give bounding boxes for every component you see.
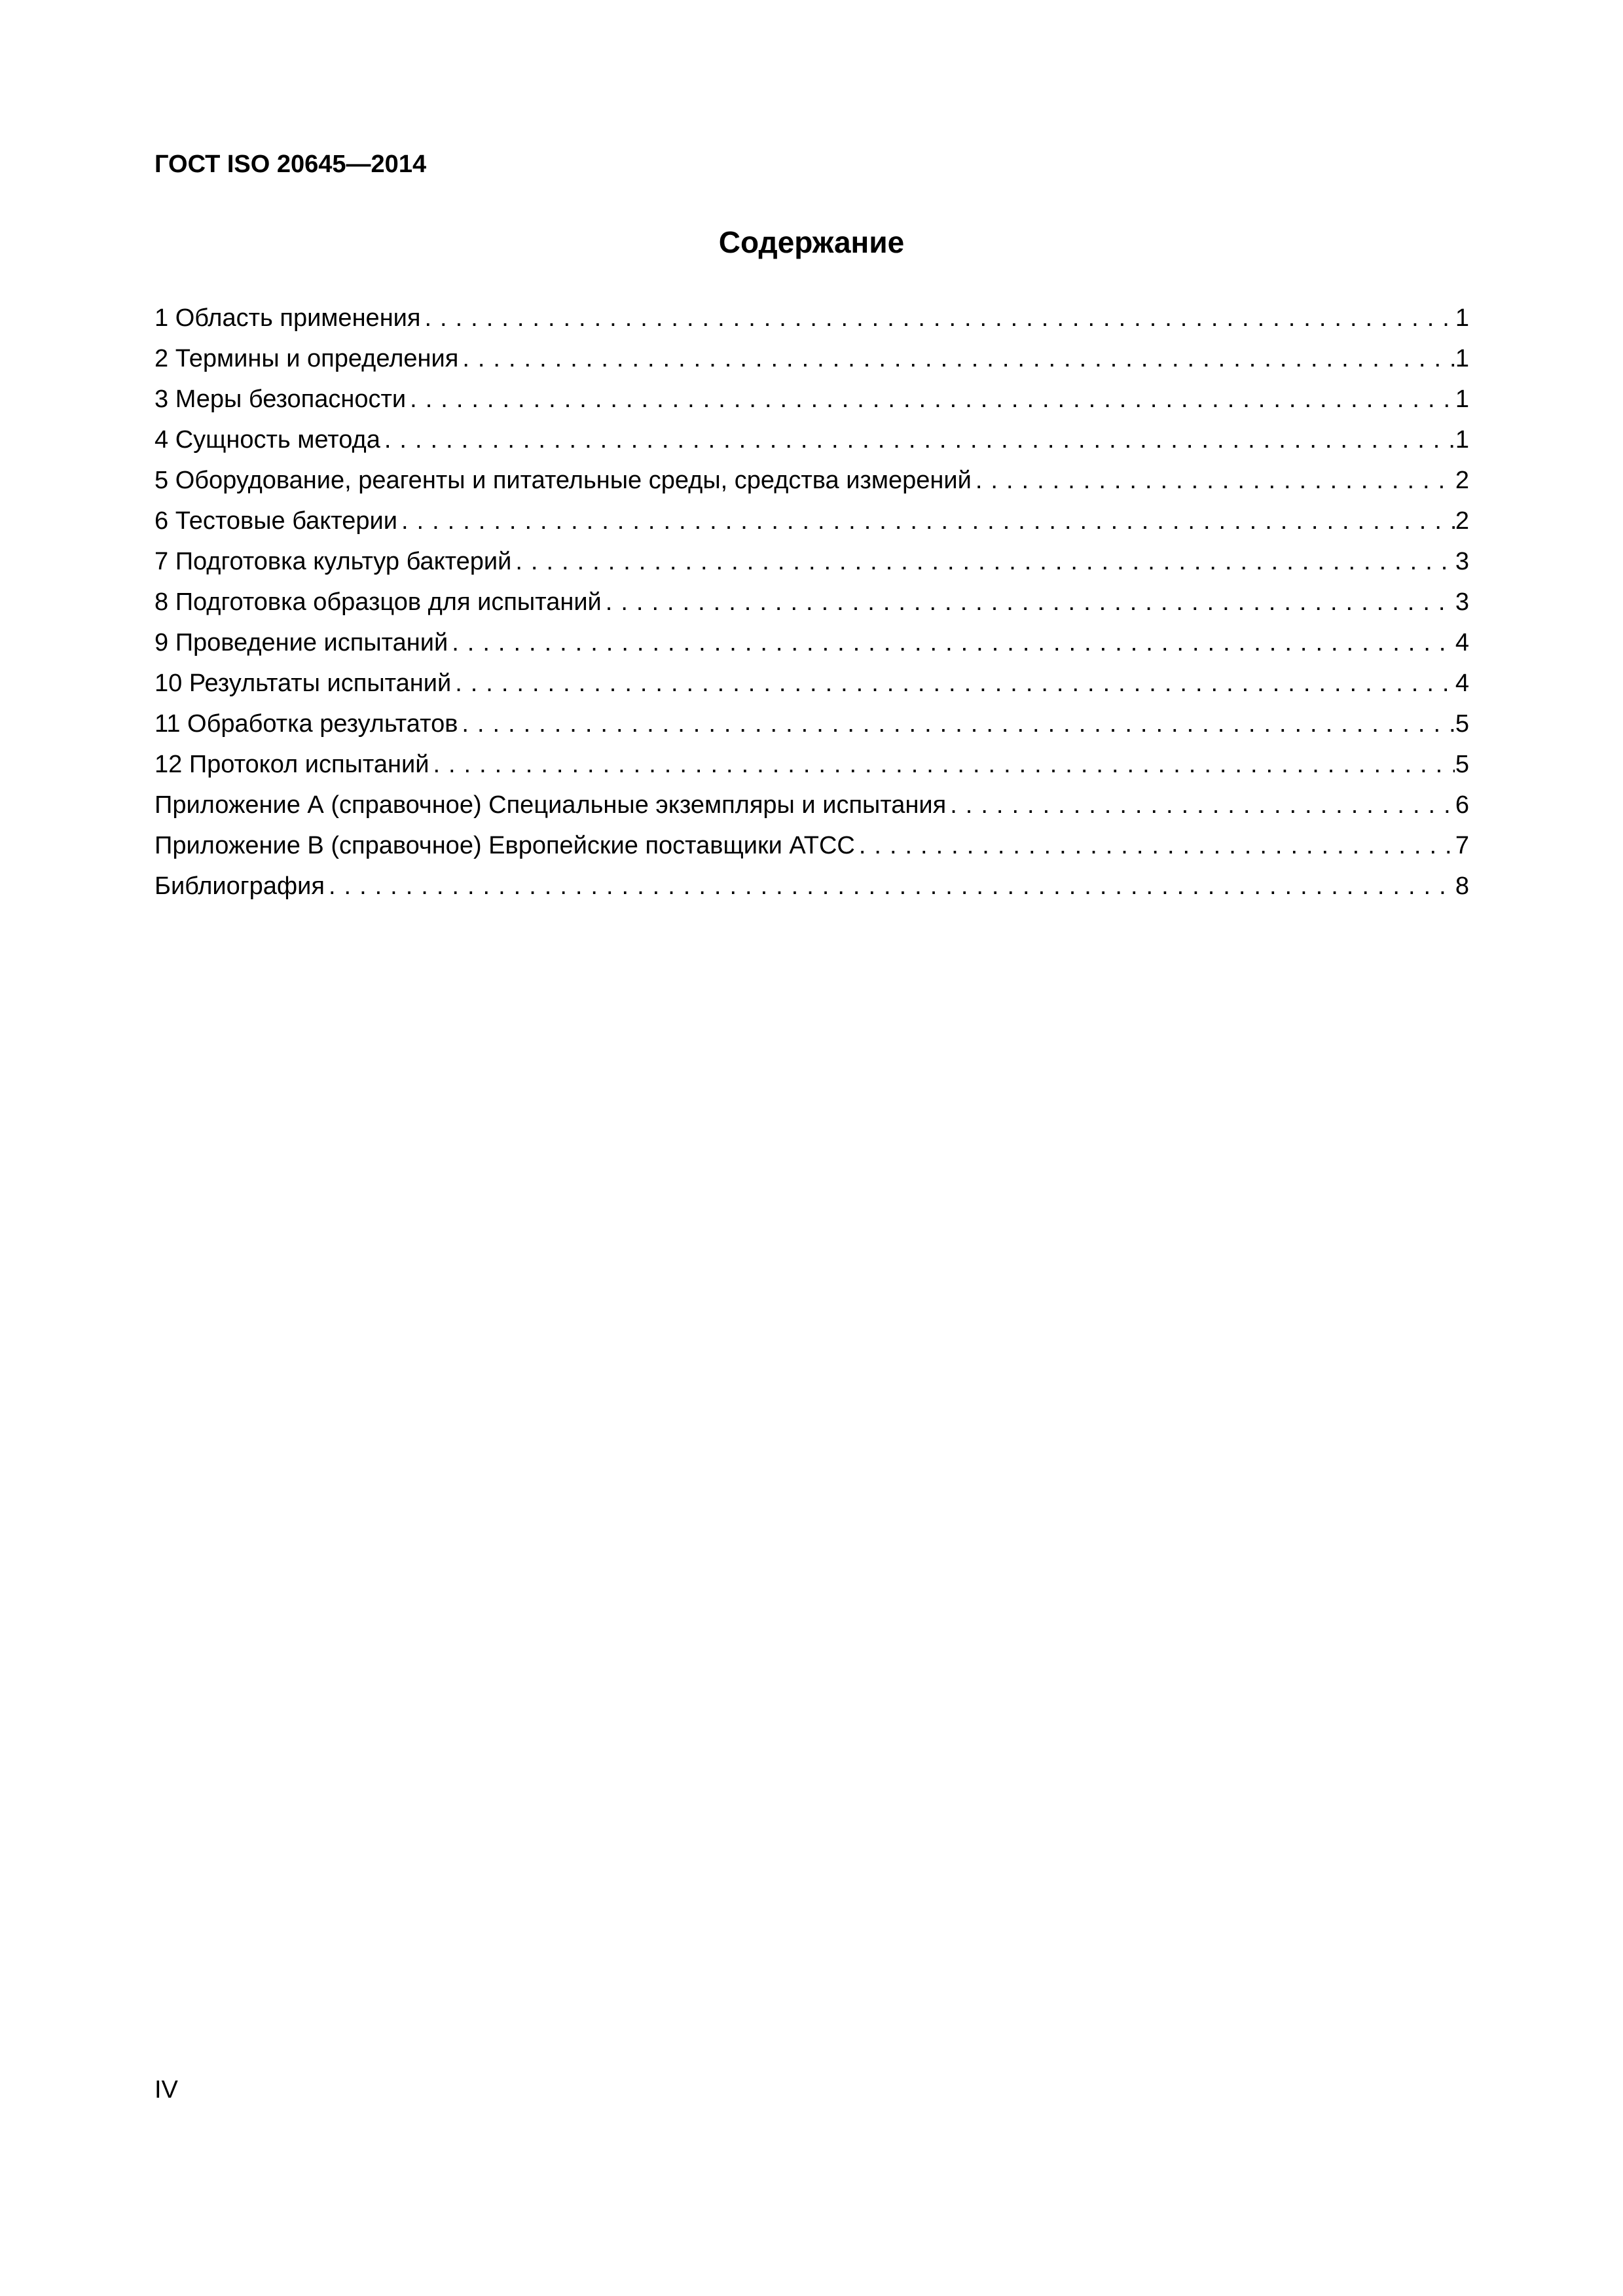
toc-dot-leader bbox=[511, 541, 1455, 582]
document-code: ГОСТ ISO 20645—2014 bbox=[155, 151, 427, 178]
toc-entry-label: Приложение А (справочное) Специальные экземпляры и испытания bbox=[155, 791, 947, 819]
toc-entry-label: 6 Тестовые бактерии bbox=[155, 507, 397, 535]
toc-entry[interactable] bbox=[155, 298, 1469, 338]
toc-entry-label: 7 Подготовка культур бактерий bbox=[155, 548, 512, 575]
toc-dot-leader bbox=[458, 338, 1455, 379]
toc-entry-label: Приложение В (справочное) Европейские поставщики АТСС bbox=[155, 832, 855, 859]
toc-entry[interactable] bbox=[155, 785, 1469, 825]
toc-entry[interactable] bbox=[155, 622, 1469, 663]
toc-dot-leader bbox=[972, 460, 1455, 501]
toc-entry-label: 5 Оборудование, реагенты и питательные среды, средства измерений bbox=[155, 467, 972, 494]
toc-dot-leader bbox=[325, 866, 1455, 906]
toc-dot-leader bbox=[458, 704, 1455, 744]
toc-entry-page: 8 bbox=[1455, 872, 1469, 900]
toc-entry[interactable] bbox=[155, 460, 1469, 501]
toc-entry-page: 6 bbox=[1455, 791, 1469, 819]
toc-dot-leader bbox=[451, 663, 1455, 704]
toc-entry-label: 12 Протокол испытаний bbox=[155, 751, 429, 778]
toc-entry[interactable] bbox=[155, 582, 1469, 622]
toc-dot-leader bbox=[855, 825, 1455, 866]
toc-dot-leader bbox=[429, 744, 1455, 785]
toc-entry[interactable] bbox=[155, 420, 1469, 460]
toc-entry[interactable] bbox=[155, 825, 1469, 866]
toc-dot-leader bbox=[602, 582, 1455, 622]
toc-dot-leader bbox=[406, 379, 1455, 420]
toc-entry-label: 11 Обработка результатов bbox=[155, 710, 458, 738]
toc-entry-page: 1 bbox=[1455, 304, 1469, 332]
toc-entry[interactable] bbox=[155, 663, 1469, 704]
toc-dot-leader bbox=[946, 785, 1455, 825]
toc-entry-page: 2 bbox=[1455, 507, 1469, 535]
toc-entry-label: 9 Проведение испытаний bbox=[155, 629, 448, 656]
toc-entry-page: 1 bbox=[1455, 345, 1469, 372]
toc-entry-page: 3 bbox=[1455, 588, 1469, 616]
toc-dot-leader bbox=[420, 298, 1455, 338]
toc-entry-page: 3 bbox=[1455, 548, 1469, 575]
toc-entry-page: 5 bbox=[1455, 751, 1469, 778]
toc-entry[interactable] bbox=[155, 744, 1469, 785]
table-of-contents bbox=[155, 298, 1469, 906]
toc-entry-page: 7 bbox=[1455, 832, 1469, 859]
toc-entry-page: 4 bbox=[1455, 670, 1469, 697]
toc-entry-label: 10 Результаты испытаний bbox=[155, 670, 452, 697]
toc-entry-page: 1 bbox=[1455, 386, 1469, 413]
toc-entry-label: 8 Подготовка образцов для испытаний bbox=[155, 588, 602, 616]
toc-entry-label: 1 Область применения bbox=[155, 304, 421, 332]
toc-entry-page: 2 bbox=[1455, 467, 1469, 494]
toc-title: Содержание bbox=[718, 225, 905, 259]
toc-entry-label: 2 Термины и определения bbox=[155, 345, 459, 372]
toc-entry-label: Библиография bbox=[155, 872, 325, 900]
toc-entry[interactable] bbox=[155, 501, 1469, 541]
toc-entry[interactable] bbox=[155, 866, 1469, 906]
toc-entry[interactable] bbox=[155, 379, 1469, 420]
page-number: IV bbox=[155, 2076, 178, 2104]
toc-entry[interactable] bbox=[155, 541, 1469, 582]
toc-dot-leader bbox=[380, 420, 1455, 460]
toc-entry-page: 4 bbox=[1455, 629, 1469, 656]
toc-entry-page: 1 bbox=[1455, 426, 1469, 454]
toc-entry-label: 4 Сущность метода bbox=[155, 426, 380, 454]
toc-entry[interactable] bbox=[155, 338, 1469, 379]
toc-entry[interactable] bbox=[155, 704, 1469, 744]
toc-dot-leader bbox=[397, 501, 1455, 541]
toc-entry-label: 3 Меры безопасности bbox=[155, 386, 407, 413]
toc-entry-page: 5 bbox=[1455, 710, 1469, 738]
toc-dot-leader bbox=[448, 622, 1455, 663]
